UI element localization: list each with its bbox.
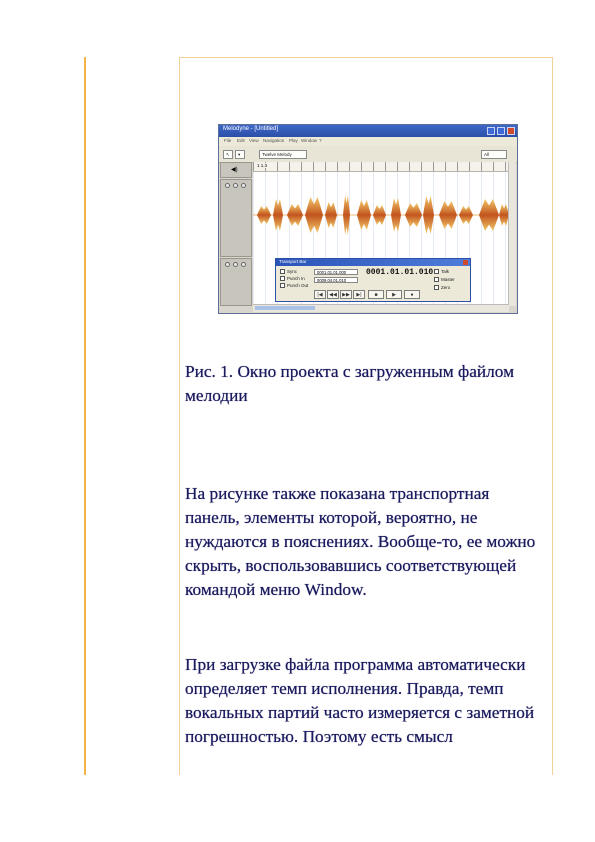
record-icon: ●: [404, 290, 420, 299]
solo-icon: [233, 262, 238, 267]
play-icon: ▶: [386, 290, 402, 299]
close-icon: [507, 127, 515, 135]
rewind-icon: |◀: [314, 290, 326, 299]
body-paragraph: На рисунке также показана транспортная панель, элементы которой, вероятно, не нуждаются в пояснениях. Вообще-то, ее можно скрыть, воспользовавшись соответствующей командой меню Window.: [185, 484, 536, 599]
waveform-segment: [343, 195, 350, 235]
toolbar: [219, 146, 517, 163]
mute-icon: [225, 183, 230, 188]
track-header-top: [220, 162, 252, 178]
menu-bar: [219, 137, 517, 146]
maximize-icon: [497, 127, 505, 135]
punch-out-field: 0009.04.01.010: [314, 277, 358, 283]
talk-checkbox: [434, 269, 439, 274]
track-select: Twelve Melody: [259, 150, 307, 159]
master-label: Master: [441, 277, 455, 282]
track-header-2: [220, 258, 252, 306]
record-icon: [241, 183, 246, 188]
menu-file: File: [224, 138, 232, 143]
stop-icon: ■: [368, 290, 384, 299]
punch-in-field: 0001.01.01.000: [314, 269, 358, 275]
waveform-segment: [479, 199, 499, 231]
waveform-segment: [357, 200, 371, 230]
speaker-icon: ◀): [231, 167, 238, 173]
menu-play: Play: [289, 138, 298, 143]
zero-checkbox: [434, 285, 439, 290]
ruler-start-label: 1 1.3: [257, 163, 268, 168]
waveform-segment: [373, 205, 386, 225]
punch-in-label: Punch In: [287, 276, 305, 281]
waveform-segment: [459, 206, 473, 224]
waveform-segment: [391, 198, 401, 232]
zero-label: Zero: [441, 285, 451, 290]
pointer-tool-icon: ↖: [223, 150, 233, 159]
punch-out-label: Punch Out: [287, 283, 309, 288]
back-icon: ◀◀: [327, 290, 339, 299]
window-titlebar: [219, 125, 517, 137]
left-margin-rule: [84, 57, 86, 775]
body-paragraph: При загрузке файла программа автоматически определяет темп исполнения. Правда, темп вокальных партий часто измеряется с заметной погрешностью. Поэтому есть смысл: [185, 655, 535, 746]
menu-navigation: Navigation: [263, 138, 285, 143]
minimize-icon: [487, 127, 495, 135]
position-counter: 0001.01.01.010: [366, 268, 434, 277]
record-icon: [241, 262, 246, 267]
figure-app-window: [218, 124, 518, 314]
waveform-segment: [325, 202, 337, 228]
track-header-1: [220, 179, 252, 257]
waveform-segment: [273, 199, 283, 231]
punch-in-checkbox: [280, 276, 285, 281]
transport-titlebar: [276, 259, 470, 266]
solo-icon: [233, 183, 238, 188]
sync-label: Sync: [287, 269, 298, 274]
sync-checkbox: [280, 269, 285, 274]
tool-dropdown-icon: ▾: [235, 150, 245, 159]
vertical-scrollbar: [508, 162, 516, 306]
transport-bar: [275, 258, 471, 302]
window-title: Melodyne - [Untitled]: [223, 126, 279, 132]
talk-label: Talk: [441, 269, 450, 274]
transport-title: Transport Bar: [279, 259, 307, 264]
punch-out-checkbox: [280, 283, 285, 288]
close-icon: [463, 260, 468, 265]
menu-help: ?: [319, 138, 322, 143]
timeline-ruler: [253, 162, 509, 172]
waveform-segment: [405, 203, 422, 227]
menu-edit: Edit: [237, 138, 245, 143]
zoom-select: All: [481, 150, 507, 159]
mute-icon: [225, 262, 230, 267]
menu-window: Window: [301, 138, 318, 143]
waveform-segment: [423, 196, 434, 234]
waveform-segment: [287, 204, 303, 226]
master-checkbox: [434, 277, 439, 282]
figure-caption: Рис. 1. Окно проекта с загруженным файлом мелодии: [185, 362, 515, 405]
forward-icon: ▶▶: [340, 290, 352, 299]
waveform-segment: [439, 201, 457, 229]
end-icon: ▶|: [353, 290, 365, 299]
menu-view: View: [249, 138, 259, 143]
horizontal-scrollbar: [253, 304, 509, 312]
waveform-segment: [257, 206, 271, 224]
waveform-segment: [305, 197, 323, 233]
